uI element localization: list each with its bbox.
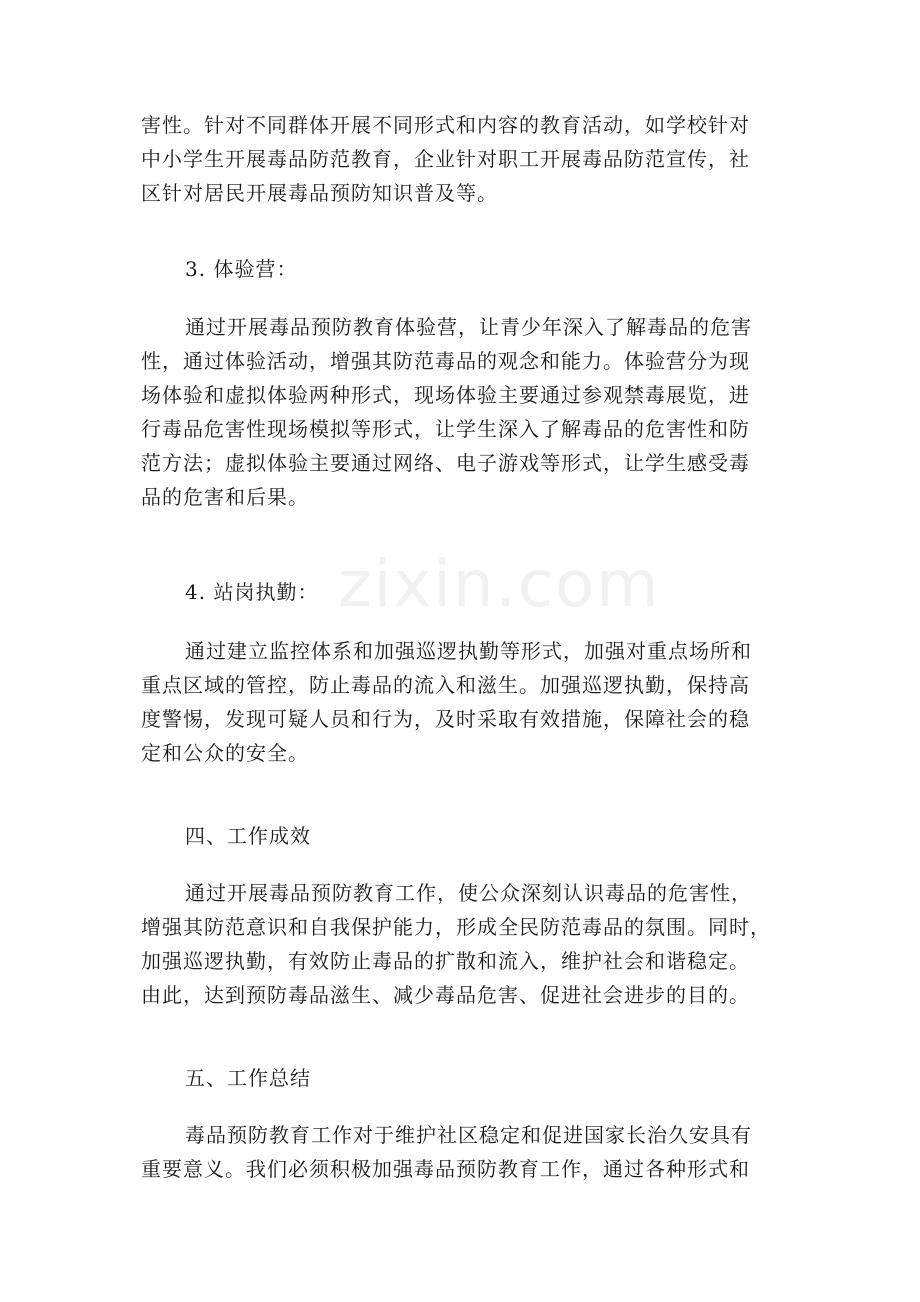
paragraph-5 xyxy=(141,1118,781,1186)
paragraph-3 xyxy=(141,634,781,770)
text-line: 由此，达到预防毒品滋生、减少毒品危害、促进社会进步的目的。 xyxy=(141,983,750,1007)
item-heading-4: 4. 站岗执勤： xyxy=(185,580,319,604)
section-heading-5: 五、工作总结 xyxy=(185,1066,311,1090)
text-line: 场体验和虚拟体验两种形式，现场体验主要通过参观禁毒展览，进 xyxy=(141,383,750,407)
text-line: 通过开展毒品预防教育体验营，让青少年深入了解毒品的危害 xyxy=(185,315,752,339)
text-line: 重点区域的管控，防止毒品的流入和滋生。加强巡逻执勤，保持高 xyxy=(141,673,750,697)
text-line: 性，通过体验活动，增强其防范毒品的观念和能力。体验营分为现 xyxy=(141,349,750,373)
text-line: 增强其防范意识和自我保护能力，形成全民防范毒品的氛围。同时， xyxy=(141,915,771,939)
paragraph-2 xyxy=(141,310,781,514)
item-heading-3: 3. 体验营： xyxy=(185,257,298,281)
text-line: 范方法；虚拟体验主要通过网络、电子游戏等形式，让学生感受毒 xyxy=(141,451,750,475)
text-line: 加强巡逻执勤，有效防止毒品的扩散和流入，维护社会和谐稳定。 xyxy=(141,949,750,973)
text-line: 品的危害和后果。 xyxy=(141,485,309,509)
text-line: 毒品预防教育工作对于维护社区稳定和促进国家长治久安具有 xyxy=(185,1123,752,1147)
text-line: 重要意义。我们必须积极加强毒品预防教育工作，通过各种形式和 xyxy=(141,1157,750,1181)
text-line: 定和公众的安全。 xyxy=(141,741,309,765)
section-heading-4: 四、工作成效 xyxy=(185,824,311,848)
text-line: 行毒品危害性现场模拟等形式，让学生深入了解毒品的危害性和防 xyxy=(141,417,750,441)
watermark-logo: zixin.com xyxy=(338,548,661,622)
text-line: 通过建立监控体系和加强巡逻执勤等形式，加强对重点场所和 xyxy=(185,639,752,663)
text-line: 中小学生开展毒品防范教育，企业针对职工开展毒品防范宣传，社 xyxy=(141,147,750,171)
paragraph-4 xyxy=(141,876,781,1012)
text-line: 害性。针对不同群体开展不同形式和内容的教育活动，如学校针对 xyxy=(141,113,750,137)
paragraph-1 xyxy=(141,108,781,210)
text-line: 通过开展毒品预防教育工作，使公众深刻认识毒品的危害性， xyxy=(185,881,752,905)
text-line: 度警惕，发现可疑人员和行为，及时采取有效措施，保障社会的稳 xyxy=(141,707,750,731)
text-line: 区针对居民开展毒品预防知识普及等。 xyxy=(141,181,498,205)
